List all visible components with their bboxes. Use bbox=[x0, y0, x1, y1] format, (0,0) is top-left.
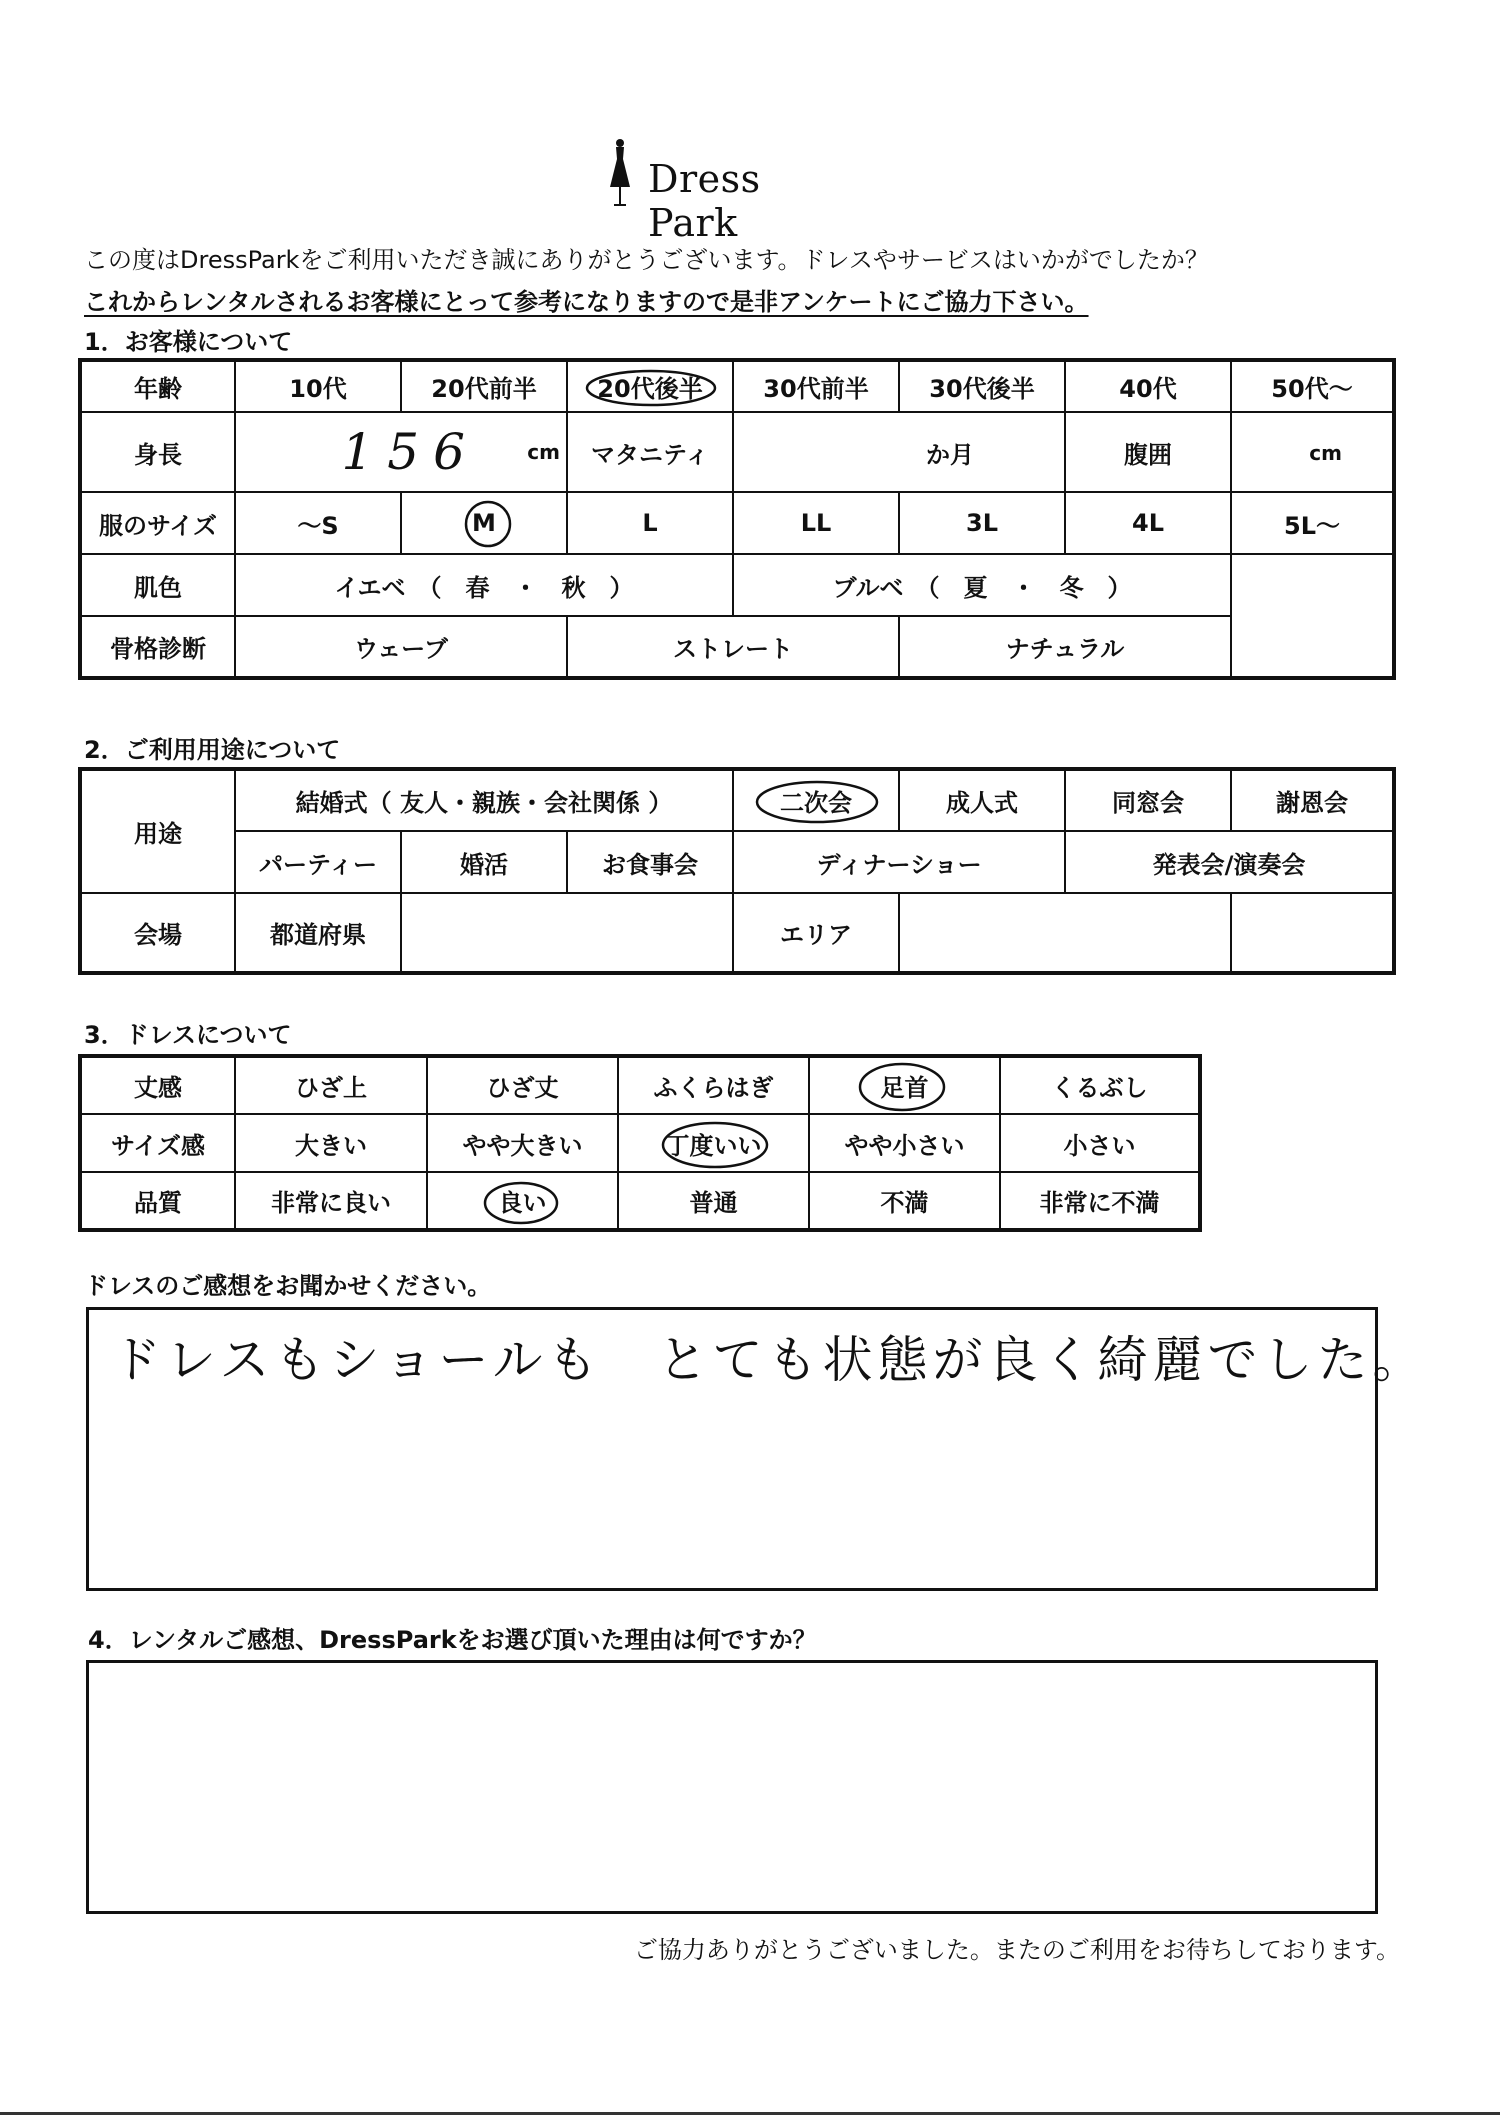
fit-label: サイズ感 bbox=[80, 1114, 235, 1172]
intro-line-2: これからレンタルされるお客様にとって参考になりますので是非アンケートにご協力下さい。 bbox=[84, 288, 1089, 316]
purpose-row-2 bbox=[80, 831, 1394, 893]
skin-blue[interactable]: ブルベ （ 夏 ・ 冬 ） bbox=[733, 554, 1231, 616]
age-option[interactable]: 50代～ bbox=[1231, 360, 1394, 412]
age-row bbox=[80, 360, 1394, 412]
purpose-option[interactable]: 婚活 bbox=[401, 831, 567, 893]
purpose-option[interactable]: 成人式 bbox=[899, 769, 1065, 831]
purpose-option[interactable]: ディナーショー bbox=[733, 831, 1065, 893]
quality-label: 品質 bbox=[80, 1172, 235, 1230]
frame-label: 骨格診断 bbox=[80, 616, 235, 678]
height-unit: cm bbox=[527, 440, 560, 464]
dress-icon bbox=[600, 135, 640, 215]
section4-title: 4．レンタルご感想、DressParkをお選び頂いた理由は何ですか？ bbox=[88, 1626, 817, 1654]
length-option-label: 足首 bbox=[880, 1074, 929, 1102]
blank-cell bbox=[1231, 616, 1394, 678]
frame-option[interactable]: ストレート bbox=[567, 616, 899, 678]
reason-answer-box[interactable] bbox=[86, 1660, 1378, 1914]
purpose-option-selected[interactable] bbox=[733, 769, 899, 831]
blank-cell bbox=[1231, 554, 1394, 616]
maternity-field[interactable] bbox=[733, 412, 1065, 492]
size-option[interactable]: ～S bbox=[235, 492, 401, 554]
size-option[interactable]: 5L～ bbox=[1231, 492, 1394, 554]
intro-line-1: この度はDressParkをご利用いただき誠にありがとうございます。ドレスやサービスはいかがでしたか？ bbox=[84, 246, 1209, 274]
length-option[interactable]: ひざ丈 bbox=[427, 1056, 618, 1114]
age-option[interactable]: 10代 bbox=[235, 360, 401, 412]
quality-option[interactable]: 普通 bbox=[618, 1172, 809, 1230]
area-label: エリア bbox=[733, 893, 899, 973]
size-option[interactable]: 4L bbox=[1065, 492, 1231, 554]
quality-option-selected[interactable] bbox=[427, 1172, 618, 1230]
age-label: 年齢 bbox=[80, 360, 235, 412]
quality-option[interactable]: 不満 bbox=[809, 1172, 1000, 1230]
waist-label: 腹囲 bbox=[1065, 412, 1231, 492]
maternity-unit: か月 bbox=[926, 440, 974, 469]
frame-option[interactable]: ナチュラル bbox=[899, 616, 1231, 678]
size-option[interactable]: L bbox=[567, 492, 733, 554]
fit-option[interactable]: 大きい bbox=[235, 1114, 427, 1172]
fit-row bbox=[80, 1114, 1200, 1172]
size-option-selected[interactable] bbox=[401, 492, 567, 554]
dress-table bbox=[78, 1054, 1202, 1232]
fit-option[interactable]: 小さい bbox=[1000, 1114, 1200, 1172]
impression-answer: ドレスもショールも とても状態が良く綺麗でした。 bbox=[111, 1331, 1428, 1389]
height-value: 156 bbox=[341, 423, 479, 481]
purpose-option[interactable]: 同窓会 bbox=[1065, 769, 1231, 831]
venue-row bbox=[80, 893, 1394, 973]
purpose-row-1 bbox=[80, 769, 1394, 831]
frame-row bbox=[80, 616, 1394, 678]
waist-field[interactable] bbox=[1231, 412, 1394, 492]
skin-label: 肌色 bbox=[80, 554, 235, 616]
purpose-option[interactable]: 発表会/演奏会 bbox=[1065, 831, 1394, 893]
frame-option[interactable]: ウェーブ bbox=[235, 616, 567, 678]
purpose-table bbox=[78, 767, 1396, 975]
purpose-option[interactable]: 結婚式（ 友人・親族・会社関係 ） bbox=[235, 769, 733, 831]
closing-message: ご協力ありがとうございました。またのご利用をお待ちしております。 bbox=[633, 1936, 1400, 1964]
dresspark-logo bbox=[600, 135, 840, 245]
size-row bbox=[80, 492, 1394, 554]
height-field[interactable] bbox=[235, 412, 567, 492]
purpose-option[interactable]: お食事会 bbox=[567, 831, 733, 893]
size-option-label: M bbox=[472, 509, 496, 537]
size-option[interactable]: LL bbox=[733, 492, 899, 554]
blank-cell bbox=[1231, 893, 1394, 973]
skin-row bbox=[80, 554, 1394, 616]
height-label: 身長 bbox=[80, 412, 235, 492]
section3-title: 3．ドレスについて bbox=[84, 1021, 292, 1049]
fit-option[interactable]: やや小さい bbox=[809, 1114, 1000, 1172]
quality-row bbox=[80, 1172, 1200, 1230]
fit-option[interactable]: やや大きい bbox=[427, 1114, 618, 1172]
quality-option-label: 良い bbox=[498, 1189, 547, 1217]
age-option[interactable]: 20代前半 bbox=[401, 360, 567, 412]
scan-edge bbox=[0, 2112, 1500, 2115]
length-row bbox=[80, 1056, 1200, 1114]
length-option-selected[interactable] bbox=[809, 1056, 1000, 1114]
height-row bbox=[80, 412, 1394, 492]
purpose-option[interactable]: 謝恩会 bbox=[1231, 769, 1394, 831]
purpose-option[interactable]: パーティー bbox=[235, 831, 401, 893]
quality-option[interactable]: 非常に良い bbox=[235, 1172, 427, 1230]
length-option[interactable]: ふくらはぎ bbox=[618, 1056, 809, 1114]
fit-option-selected[interactable] bbox=[618, 1114, 809, 1172]
age-option[interactable]: 40代 bbox=[1065, 360, 1231, 412]
purpose-option-label: 二次会 bbox=[780, 789, 853, 817]
purpose-label: 用途 bbox=[80, 769, 235, 893]
skin-yellow[interactable]: イエベ （ 春 ・ 秋 ） bbox=[235, 554, 733, 616]
prefecture-field[interactable] bbox=[401, 893, 733, 973]
section1-title: 1．お客様について bbox=[84, 328, 293, 356]
impression-answer-box[interactable] bbox=[86, 1307, 1428, 1591]
age-option-label: 20代後半 bbox=[597, 375, 703, 403]
length-option[interactable]: くるぶし bbox=[1000, 1056, 1200, 1114]
size-option[interactable]: 3L bbox=[899, 492, 1065, 554]
quality-option[interactable]: 非常に不満 bbox=[1000, 1172, 1200, 1230]
age-option[interactable]: 30代後半 bbox=[899, 360, 1065, 412]
venue-label: 会場 bbox=[80, 893, 235, 973]
area-field[interactable] bbox=[899, 893, 1231, 973]
section2-title: 2．ご利用用途について bbox=[84, 736, 341, 764]
fit-option-label: 丁度いい bbox=[665, 1131, 762, 1160]
customer-table bbox=[78, 358, 1396, 680]
length-label: 丈感 bbox=[80, 1056, 235, 1114]
maternity-label: マタニティ bbox=[567, 412, 733, 492]
prefecture-label: 都道府県 bbox=[235, 893, 401, 973]
waist-unit: cm bbox=[1309, 441, 1342, 465]
length-option[interactable]: ひざ上 bbox=[235, 1056, 427, 1114]
logo-text: Dress Park bbox=[648, 157, 761, 245]
age-option-selected[interactable] bbox=[567, 360, 733, 412]
size-label: 服のサイズ bbox=[80, 492, 235, 554]
impression-label: ドレスのご感想をお聞かせください。 bbox=[84, 1272, 492, 1300]
age-option[interactable]: 30代前半 bbox=[733, 360, 899, 412]
